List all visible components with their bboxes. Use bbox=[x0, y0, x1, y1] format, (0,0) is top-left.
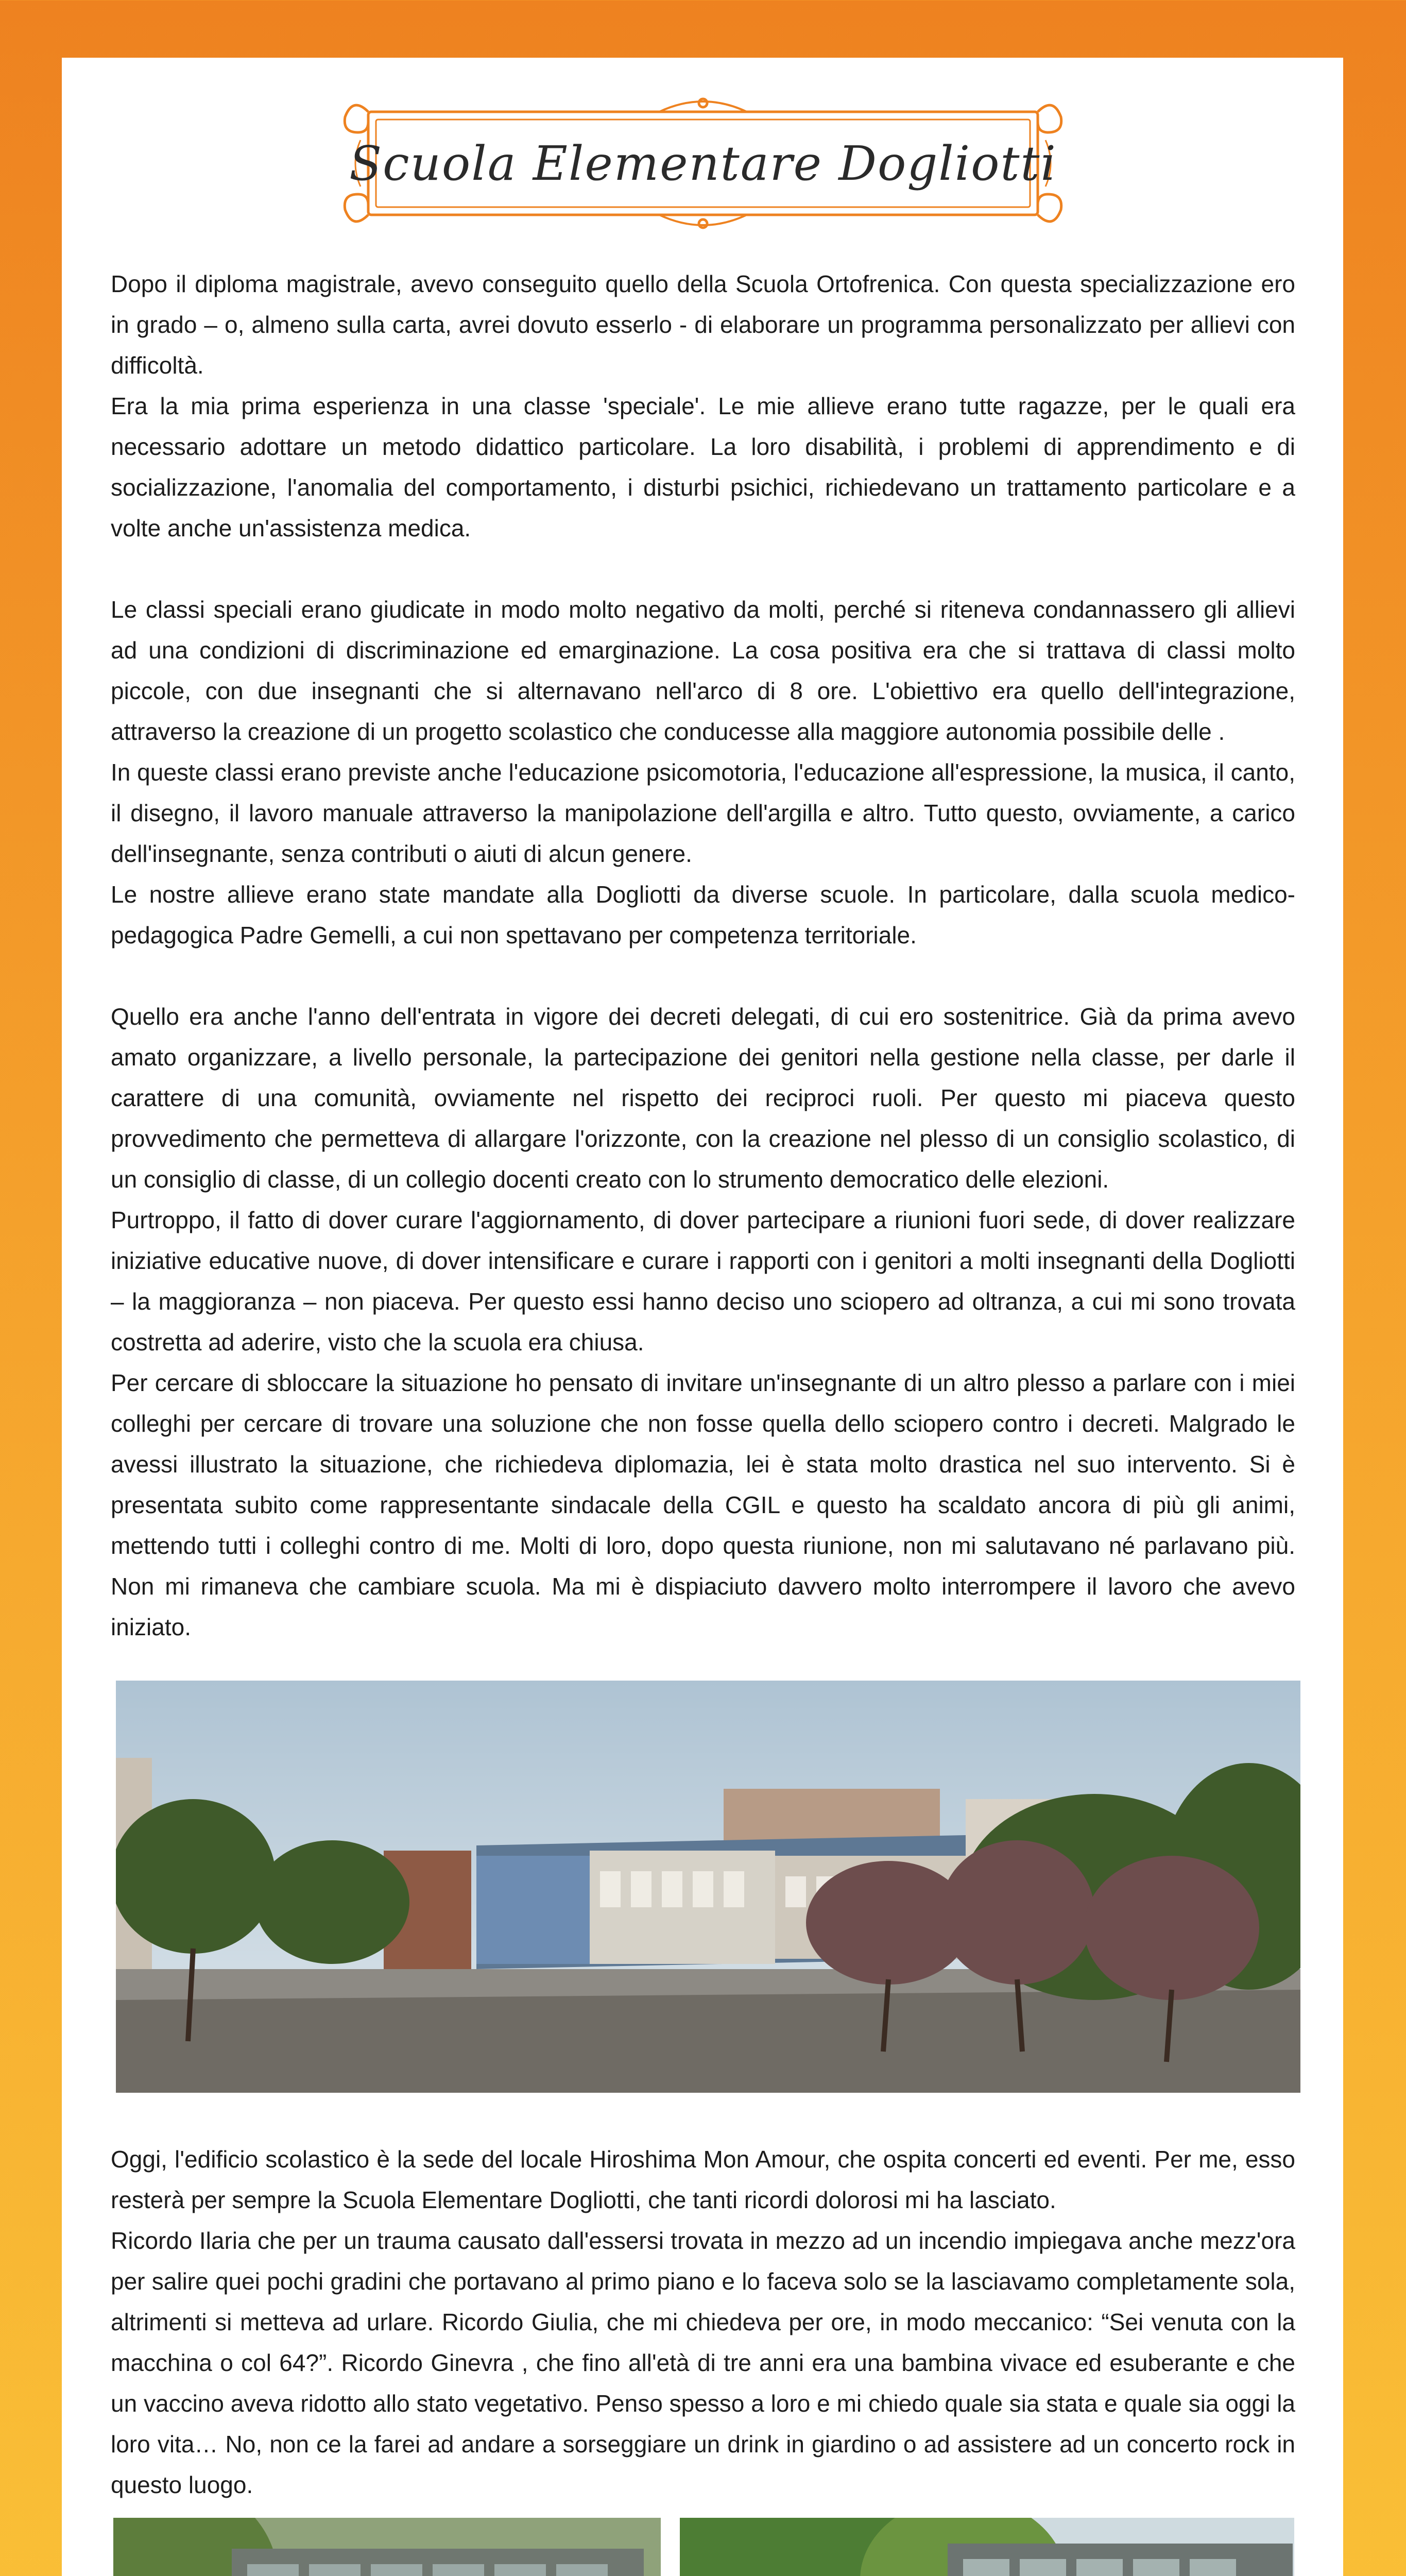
paragraph: In queste classi erano previste anche l'educazione psicomotoria, l'educazione all'espressione, la musica, il canto, il disegno, il lavoro manuale attraverso la manipolazione dell'argilla e altro. Tutto questo, ovviamente, a carico dell'insegnante, senza contributi o aiuti di alcun genere. bbox=[111, 759, 1295, 867]
paragraph: Ricordo Ilaria che per un trauma causato dall'essersi trovata in mezzo ad un incendio impiegava anche mezz'ora per salire quei pochi gradini che portavano al primo piano e lo faceva solo se la lasciavamo completamente sola, altrimenti si metteva ad urlare. Ricordo Giulia, che mi chiedeva per ore, in modo meccanico: “Sei venuta con la macchina o col 64?”. Ricordo Ginevra , che fino all'età di tre anni era una bambina vivace ed esuberante e che un vaccino aveva ridotto allo stato vegetativo. Penso spesso a loro e mi chiedo quale sia stata e quale sia oggi la loro vita… No, non ce la farei ad andare a sorseggiare un drink in giardino o ad assistere ad un concerto rock in questo luogo. bbox=[111, 2227, 1295, 2498]
hiroshima-entrance-photo bbox=[113, 2518, 661, 2576]
paragraph: Era la mia prima esperienza in una classe 'speciale'. Le mie allieve erano tutte ragazze, per le quali era necessario adottare un metodo didattico particolare. La loro disabilità, i problemi di apprendimento e di socializzazione, l'anomalia del comportamento, i disturbi psichici, richiedevano un trattamento particolare e a volte anche un'assistenza medica. bbox=[111, 393, 1295, 541]
content-panel bbox=[62, 58, 1343, 2576]
paragraph: Le nostre allieve erano state mandate alla Dogliotti da diverse scuole. In particolare, dalla scuola medico-pedagogica Padre Gemelli, a cui non spettavano per competenza territoriale. bbox=[111, 881, 1295, 948]
school-building-photo bbox=[116, 1681, 1300, 2093]
story-text-top bbox=[111, 264, 1295, 1648]
hiroshima-courtyard-photo bbox=[680, 2518, 1294, 2576]
page-title: Scuola Elementare Dogliotti bbox=[349, 135, 1057, 191]
paragraph: Dopo il diploma magistrale, avevo conseguito quello della Scuola Ortofrenica. Con questa specializzazione ero in grado – o, almeno sulla carta, avrei dovuto esserlo - di elaborare un programma personalizzato per allievi con difficoltà. bbox=[111, 270, 1295, 379]
paragraph: Purtroppo, il fatto di dover curare l'aggiornamento, di dover partecipare a riunioni fuori sede, di dover realizzare iniziative educative nuove, di dover intensificare e curare i rapporti con i genitori a molti insegnanti della Dogliotti – la maggioranza – non piaceva. Per questo essi hanno deciso uno sciopero ad oltranza, a cui mi sono trovata costretta ad aderire, visto che la scuola era chiusa. bbox=[111, 1207, 1295, 1355]
paragraph: Quello era anche l'anno dell'entrata in vigore dei decreti delegati, di cui ero sostenitrice. Già da prima avevo amato organizzare, a livello personale, la partecipazione dei genitori nella gestione nella classe, per darle il carattere di una comunità, ovviamente nel rispetto dei reciproci ruoli. Per questo mi piaceva questo provvedimento che permetteva di allargare l'orizzonte, con la creazione nel plesso di un consiglio scolastico, di un consiglio di classe, di un collegio docenti creato con lo strumento democratico delle elezioni. bbox=[111, 1003, 1295, 1193]
paragraph: Per cercare di sbloccare la situazione ho pensato di invitare un'insegnante di un altro plesso a parlare con i miei colleghi per cercare di trovare una soluzione che non fosse quella dello sciopero contro i decreti. Malgrado le avessi illustrato la situazione, che richiedeva diplomazia, lei è stata molto drastica nel suo intervento. Si è presentata subito come rappresentante sindacale della CGIL e questo ha scaldato ancora di più gli animi, mettendo tutti i colleghi contro di me. Molti di loro, dopo questa riunione, non mi salutavano né parlavano più. Non mi rimaneva che cambiare scuola. Ma mi è dispiaciuto davvero molto interrompere il lavoro che avevo iniziato. bbox=[111, 1369, 1295, 1640]
story-text-bottom bbox=[111, 2139, 1295, 2505]
paragraph: Oggi, l'edificio scolastico è la sede del locale Hiroshima Mon Amour, che ospita concerti ed eventi. Per me, esso resterà per sempre la Scuola Elementare Dogliotti, che tanti ricordi dolorosi mi ha lasciato. bbox=[111, 2146, 1295, 2213]
paragraph: Le classi speciali erano giudicate in modo molto negativo da molti, perché si riteneva condannassero gli allievi ad una condizioni di discriminazione ed emarginazione. La cosa positiva era che si trattava di classi molto piccole, con due insegnanti che si alternavano nell'arco di 8 ore. L'obiettivo era quello dell'integrazione, attraverso la creazione di un progetto scolastico che conducesse alla maggiore autonomia possibile delle . bbox=[111, 596, 1295, 745]
title-frame bbox=[340, 89, 1066, 238]
